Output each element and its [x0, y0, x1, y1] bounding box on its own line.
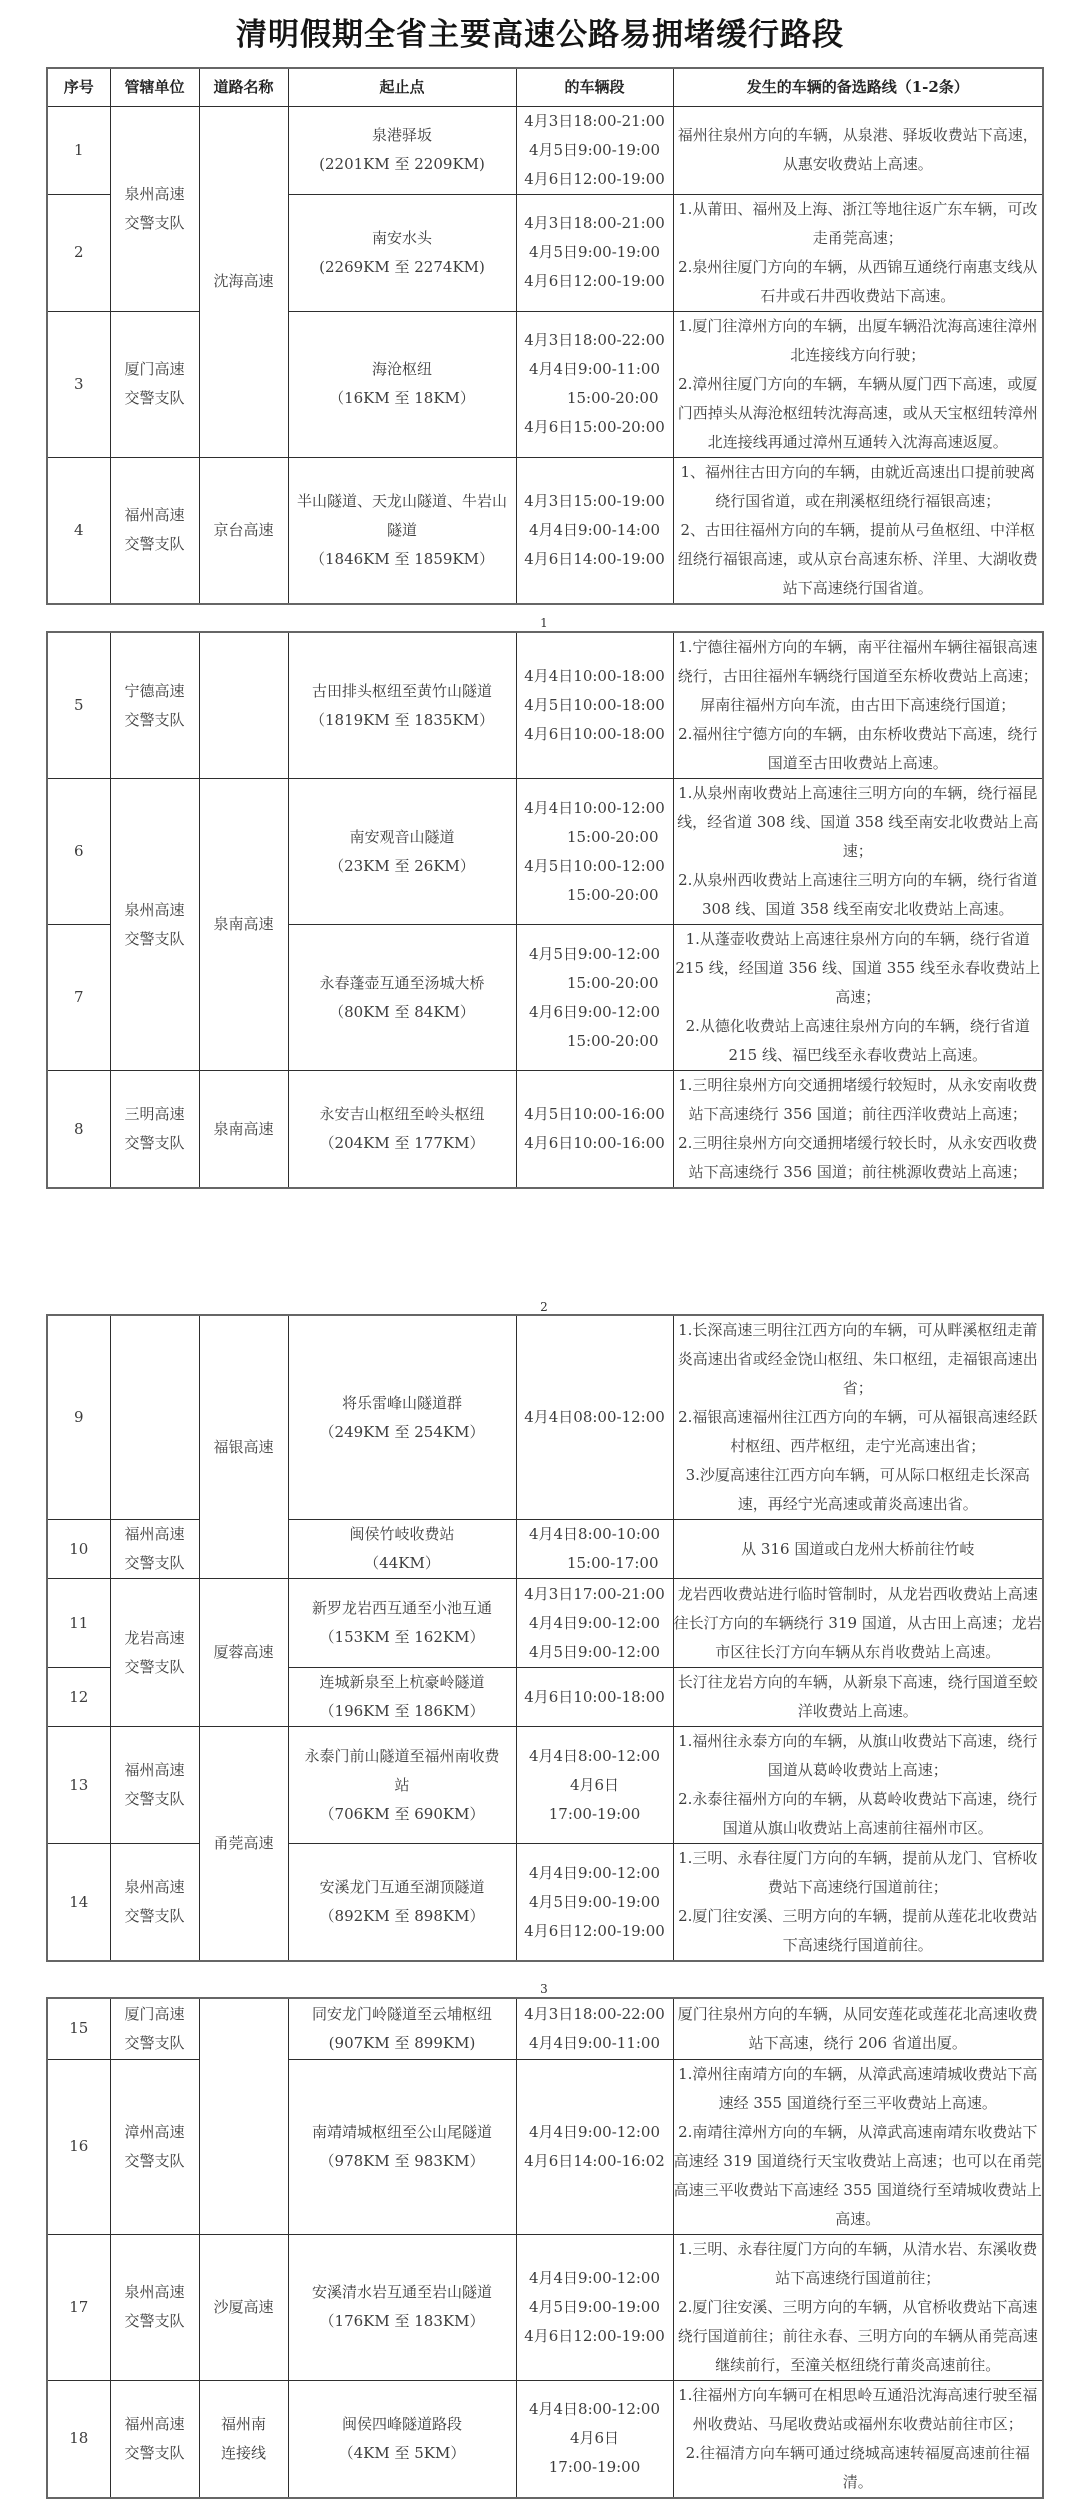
time-line: 4月3日18:00-22:00	[524, 331, 665, 349]
time-line: 4月6日12:00-19:00	[524, 1921, 665, 1940]
road-line: 福银高速	[213, 1437, 274, 1456]
time-line: 4月5日10:00-12:00	[524, 856, 665, 875]
detour-item: 从 316 国道或白龙州大桥前往竹岐	[741, 1539, 975, 1558]
congestion-table-page-4	[46, 1997, 1044, 2499]
section-km: （978KM 至 983KM）	[319, 2151, 485, 2170]
page-title: 清明假期全省主要高速公路易拥堵缓行路段	[236, 17, 844, 53]
unit-cell	[110, 1520, 199, 1579]
time-line: 4月4日9:00-12:00	[528, 1863, 661, 1882]
section-name: 南靖靖城枢纽至公山尾隧道	[311, 2122, 492, 2141]
time-line: 4月6日12:00-19:00	[524, 2326, 665, 2345]
times-cell	[516, 925, 673, 1071]
time-line: 4月3日18:00-21:00	[524, 214, 665, 232]
times-cell	[516, 779, 673, 925]
table-row	[47, 779, 1043, 925]
section-cell	[288, 1668, 516, 1727]
unit-line: 厦门高速	[124, 2004, 185, 2023]
section-cell	[288, 1579, 516, 1668]
section-cell	[288, 1071, 516, 1189]
detour-item: 2.南靖往漳州方向的车辆，从漳武高速南靖东收费站下高速经 319 国道绕行天宝收费站上高速；也可以在甬莞高速三平收费站下高速经 355 国道绕行至靖城收费站上高速。	[673, 2122, 1042, 2228]
header-section: 起止点	[288, 68, 516, 106]
table-header-row	[47, 68, 1043, 106]
detour-item: 厦门往泉州方向的车辆，从同安莲花或莲花北高速收费站下高速，绕行 206 省道出厦。	[677, 2004, 1038, 2052]
times-cell	[516, 457, 673, 604]
page-number: 3	[540, 1982, 548, 1996]
section-name: 南安观音山隧道	[349, 827, 455, 846]
time-line: 4月5日9:00-12:00	[528, 944, 661, 963]
times-cell	[516, 1579, 673, 1668]
detour-cell	[673, 1315, 1043, 1520]
section-name: 闽侯竹岐收费站	[349, 1525, 455, 1543]
section-cell	[288, 925, 516, 1071]
times-cell	[516, 2380, 673, 2498]
times-cell	[516, 1071, 673, 1189]
header-times: 的车辆段	[516, 68, 673, 106]
time-line: 4月5日10:00-16:00	[524, 1105, 665, 1123]
detour-item: 1.三明、永春往厦门方向的车辆，提前从龙门、官桥收费站下高速绕行国道前往；	[678, 1849, 1038, 1896]
table-row	[47, 1520, 1043, 1579]
time-line: 15:00-20:00	[566, 827, 659, 846]
detour-cell	[673, 2059, 1043, 2234]
unit-line: 交警支队	[124, 1790, 185, 1808]
row-number: 4	[47, 457, 110, 604]
times-cell	[516, 2059, 673, 2234]
table-row	[47, 1315, 1043, 1520]
time-line: 4月4日8:00-12:00	[528, 2400, 661, 2418]
table-row	[47, 106, 1043, 194]
section-name: 隧道	[386, 520, 417, 539]
unit-cell	[110, 1579, 199, 1727]
detour-item: 1.从泉州南收费站上高速往三明方向的车辆，绕行福昆线，经省道 308 线、国道 358 线至南安北收费站上高速；	[677, 784, 1039, 860]
times-cell	[516, 1998, 673, 2059]
road-line: 甬莞高速	[213, 1834, 274, 1852]
time-line: 4月4日9:00-11:00	[528, 2033, 661, 2052]
detour-item: 2.从泉州西收费站上高速往三明方向的车辆，绕行省道 308 线、国道 358 线至南安北收费站上高速。	[678, 871, 1038, 918]
unit-line: 交警支队	[124, 1657, 185, 1676]
section-name: 半山隧道、天龙山隧道、牛岩山	[296, 491, 507, 510]
times-cell	[516, 1668, 673, 1727]
detour-item: 2、古田往福州方向的车辆，提前从弓鱼枢纽、中洋枢纽绕行福银高速，或从京台高速东桥、洋里、大湖收费站下高速绕行国省道。	[677, 520, 1038, 597]
detour-cell	[673, 457, 1043, 604]
table-row	[47, 1579, 1043, 1668]
detour-item: 1.从蓬壶收费站上高速往泉州方向的车辆，绕行省道 215 线，经国道 356 线、国道 355 线至永春收费站上高速；	[675, 930, 1041, 1006]
unit-line: 漳州高速	[124, 2122, 185, 2141]
section-name: 海沧枢纽	[371, 360, 432, 378]
unit-cell	[110, 1071, 199, 1189]
road-line: 泉南高速	[213, 1119, 274, 1138]
section-cell	[288, 1727, 516, 1844]
detour-cell	[673, 1668, 1043, 1727]
unit-cell	[110, 106, 199, 311]
section-name: 新罗龙岩西互通至小池互通	[311, 1599, 492, 1617]
road-line: 连接线	[220, 2443, 266, 2462]
section-cell	[288, 194, 516, 311]
page-number: 1	[540, 616, 548, 630]
detour-item: 2.从德化收费站上高速往泉州方向的车辆，绕行省道 215 线、福巴线至永春收费站上高速。	[685, 1017, 1030, 1064]
unit-line: 交警支队	[124, 2443, 185, 2462]
road-cell	[199, 106, 288, 457]
header-no: 序号	[47, 68, 110, 106]
time-line: 4月6日10:00-18:00	[524, 1687, 665, 1706]
section-name: 泉港驿坂	[371, 126, 432, 144]
row-number: 3	[47, 311, 110, 457]
section-name: 安溪龙门互通至湖顶隧道	[319, 1878, 485, 1896]
time-line: 4月6日	[569, 2429, 620, 2447]
times-cell	[516, 106, 673, 194]
section-km: （204KM 至 177KM）	[319, 1134, 485, 1152]
unit-line: 交警支队	[124, 1907, 185, 1925]
detour-item: 2.往福清方向车辆可通过绕城高速转福厦高速前往福清。	[685, 2443, 1030, 2491]
section-km: （706KM 至 690KM）	[319, 1804, 485, 1823]
time-line: 4月5日9:00-19:00	[528, 140, 661, 159]
unit-line: 交警支队	[124, 2033, 185, 2052]
unit-line: 泉州高速	[124, 184, 185, 203]
row-number: 15	[47, 1998, 110, 2059]
table-row	[47, 2380, 1043, 2498]
road-cell	[199, 1727, 288, 1962]
road-cell	[199, 457, 288, 604]
section-km: (2201KM 至 2209KM)	[319, 155, 485, 173]
detour-cell	[673, 1071, 1043, 1189]
time-line: 4月4日8:00-12:00	[528, 1746, 661, 1765]
unit-cell	[110, 2059, 199, 2234]
unit-cell	[110, 457, 199, 604]
unit-line: 福州高速	[124, 2414, 185, 2433]
section-km: （892KM 至 898KM）	[319, 1907, 485, 1925]
detour-item: 1.三明往泉州方向交通拥堵缓行较短时，从永安南收费站下高速绕行 356 国道；前往西洋收费站上高速；	[678, 1076, 1038, 1123]
row-number: 10	[47, 1520, 110, 1579]
congestion-table-page-1	[46, 67, 1044, 605]
times-cell	[516, 311, 673, 457]
unit-line: 交警支队	[124, 2312, 185, 2330]
section-name: 同安龙门岭隧道至云埔枢纽	[311, 2004, 492, 2023]
time-line: 4月4日9:00-14:00	[528, 520, 661, 539]
time-line: 4月3日15:00-19:00	[524, 491, 665, 510]
section-cell	[288, 2234, 516, 2380]
time-line: 4月4日9:00-12:00	[528, 2122, 661, 2141]
road-cell	[199, 1579, 288, 1727]
section-cell	[288, 632, 516, 779]
congestion-table-page-2	[46, 631, 1044, 1189]
section-name: 南安水头	[371, 228, 432, 247]
detour-cell	[673, 779, 1043, 925]
time-line: 15:00-20:00	[566, 389, 659, 407]
detour-item: 1、福州往古田方向的车辆，由就近高速出口提前驶离绕行国省道，或在荆溪枢纽绕行福银高速；	[680, 462, 1036, 510]
row-number: 1	[47, 106, 110, 194]
section-km: （16KM 至 18KM）	[329, 389, 475, 407]
section-km: （1846KM 至 1859KM）	[309, 549, 494, 568]
section-cell	[288, 2059, 516, 2234]
road-cell	[199, 779, 288, 1071]
detour-cell	[673, 925, 1043, 1071]
road-line: 京台高速	[213, 520, 274, 539]
table-row	[47, 457, 1043, 604]
section-km: (2269KM 至 2274KM)	[319, 257, 485, 276]
section-km: （1819KM 至 1835KM）	[309, 710, 494, 729]
time-line: 17:00-19:00	[548, 1804, 641, 1823]
detour-item: 2.福州往宁德方向的车辆，由东桥收费站下高速，绕行国道至古田收费站上高速。	[678, 725, 1038, 772]
unit-cell	[110, 1727, 199, 1844]
times-cell	[516, 1844, 673, 1962]
unit-line: 交警支队	[124, 213, 185, 232]
detour-cell	[673, 194, 1043, 311]
row-number: 18	[47, 2380, 110, 2498]
unit-line: 交警支队	[124, 710, 185, 729]
unit-line: 泉州高速	[124, 1878, 185, 1896]
unit-line: 厦门高速	[124, 360, 185, 378]
detour-item: 1.宁德往福州方向的车辆，南平往福州车辆往福银高速绕行，古田往福州车辆绕行国道至东桥收费站上高速；屏南往福州方向车流，由古田下高速绕行国道；	[677, 638, 1038, 714]
time-line: 15:00-17:00	[566, 1554, 659, 1572]
detour-cell	[673, 1998, 1043, 2059]
row-number: 12	[47, 1668, 110, 1727]
unit-cell	[110, 632, 199, 779]
time-line: 4月4日9:00-12:00	[528, 2268, 661, 2287]
unit-cell	[110, 2234, 199, 2380]
time-line: 17:00-19:00	[548, 2458, 641, 2476]
section-cell	[288, 106, 516, 194]
section-km: （249KM 至 254KM）	[319, 1422, 485, 1441]
time-line: 4月5日9:00-19:00	[528, 2297, 661, 2316]
detour-item: 1.三明、永春往厦门方向的车辆，从清水岩、东溪收费站下高速绕行国道前往；	[678, 2239, 1038, 2287]
times-cell	[516, 1727, 673, 1844]
detour-cell	[673, 632, 1043, 779]
section-name: 站	[394, 1775, 410, 1794]
section-name: 连城新泉至上杭豪岭隧道	[319, 1673, 485, 1691]
header-unit: 管辖单位	[110, 68, 199, 106]
road-cell	[199, 1071, 288, 1189]
section-km: （153KM 至 162KM）	[319, 1628, 485, 1646]
detour-item: 1.从莆田、福州及上海、浙江等地往返广东车辆，可改走甬莞高速；	[678, 199, 1038, 247]
section-name: 将乐雷峰山隧道群	[341, 1393, 462, 1412]
time-line: 4月4日10:00-18:00	[524, 667, 665, 685]
section-name: 永泰门前山隧道至福州南收费	[304, 1746, 500, 1765]
road-line: 泉南高速	[213, 915, 274, 933]
section-km: （4KM 至 5KM）	[338, 2443, 466, 2462]
time-line: 4月6日12:00-19:00	[524, 272, 665, 290]
unit-cell-empty	[110, 1315, 199, 1520]
row-number: 2	[47, 194, 110, 311]
time-line: 4月5日10:00-18:00	[524, 696, 665, 714]
road-cell	[199, 2234, 288, 2380]
time-line: 4月5日9:00-19:00	[528, 243, 661, 261]
road-cell-empty	[199, 632, 288, 779]
table-row	[47, 2234, 1043, 2380]
detour-cell	[673, 1844, 1043, 1962]
unit-line: 福州高速	[124, 1525, 185, 1543]
road-cell	[199, 2380, 288, 2498]
detour-item: 3.沙厦高速往江西方向车辆，可从际口枢纽走长深高速，再经宁光高速或莆炎高速出省。	[685, 1466, 1030, 1513]
time-line: 4月6日10:00-18:00	[524, 725, 665, 743]
section-km: （80KM 至 84KM）	[329, 1002, 475, 1021]
time-line: 4月4日9:00-12:00	[528, 1613, 661, 1632]
time-line: 4月6日9:00-12:00	[528, 1002, 661, 1021]
time-line: 4月6日14:00-16:02	[524, 2151, 665, 2170]
time-line: 4月6日15:00-20:00	[524, 418, 665, 436]
row-number: 13	[47, 1727, 110, 1844]
unit-line: 泉州高速	[124, 2283, 185, 2301]
table-row	[47, 1844, 1043, 1962]
unit-line: 三明高速	[124, 1105, 185, 1123]
times-cell	[516, 1520, 673, 1579]
detour-item: 1.厦门往漳州方向的车辆，出厦车辆沿沈海高速往漳州北连接线方向行驶；	[678, 316, 1038, 364]
detour-item: 2.厦门往安溪、三明方向的车辆，从官桥收费站下高速绕行国道前往；前往永春、三明方向的车辆从甬莞高速继续前行，至潼关枢纽绕行莆炎高速前往。	[677, 2297, 1038, 2374]
section-name: 永安吉山枢纽至岭头枢纽	[319, 1105, 485, 1123]
times-cell	[516, 194, 673, 311]
unit-line: 交警支队	[124, 2151, 185, 2170]
road-line: 厦蓉高速	[213, 1643, 274, 1661]
detour-cell	[673, 1579, 1043, 1668]
row-number: 5	[47, 632, 110, 779]
detour-cell	[673, 1520, 1043, 1579]
row-number: 17	[47, 2234, 110, 2380]
section-cell	[288, 311, 516, 457]
time-line: 4月3日17:00-21:00	[524, 1584, 665, 1603]
unit-cell	[110, 2380, 199, 2498]
section-name: 永春蓬壶互通至汤城大桥	[319, 973, 485, 992]
time-line: 4月4日08:00-12:00	[524, 1408, 665, 1426]
section-km: (907KM 至 899KM)	[328, 2033, 476, 2052]
time-line: 4月5日9:00-19:00	[528, 1892, 661, 1911]
unit-line: 泉州高速	[124, 900, 185, 919]
table-row	[47, 311, 1043, 457]
detour-item: 2.福银高速福州往江西方向的车辆，可从福银高速经跃村枢纽、西芹枢纽，走宁光高速出省；	[678, 1408, 1038, 1455]
unit-cell	[110, 779, 199, 1071]
section-km: （23KM 至 26KM）	[329, 856, 475, 875]
section-cell	[288, 779, 516, 925]
header-detours: 发生的车辆的备选路线（1-2条）	[673, 68, 1043, 106]
time-line: 4月6日10:00-16:00	[524, 1134, 665, 1152]
times-cell	[516, 1315, 673, 1520]
detour-item: 长汀往龙岩方向的车辆，从新泉下高速，绕行国道至蛟洋收费站上高速。	[677, 1673, 1038, 1720]
section-cell	[288, 1998, 516, 2059]
time-line: 4月3日18:00-21:00	[524, 111, 665, 130]
detour-item: 福州往泉州方向的车辆，从泉港、驿坂收费站下高速，从惠安收费站上高速。	[677, 126, 1038, 173]
road-line: 沙厦高速	[213, 2297, 274, 2316]
time-line: 15:00-20:00	[566, 885, 659, 904]
section-name: 闽侯四峰隧道路段	[341, 2414, 462, 2433]
section-km: （176KM 至 183KM）	[319, 2312, 485, 2330]
section-cell	[288, 457, 516, 604]
detour-cell	[673, 106, 1043, 194]
time-line: 15:00-20:00	[566, 1031, 659, 1050]
times-cell	[516, 632, 673, 779]
table-row	[47, 1071, 1043, 1189]
section-cell	[288, 2380, 516, 2498]
row-number: 14	[47, 1844, 110, 1962]
time-line: 4月5日9:00-12:00	[528, 1642, 661, 1661]
table-row	[47, 632, 1043, 779]
unit-line: 交警支队	[124, 1554, 185, 1572]
unit-line: 龙岩高速	[124, 1628, 185, 1647]
detour-cell	[673, 311, 1043, 457]
header-road: 道路名称	[199, 68, 288, 106]
unit-line: 交警支队	[124, 929, 185, 948]
detour-cell	[673, 1727, 1043, 1844]
unit-line: 宁德高速	[124, 681, 185, 700]
congestion-table-page-3	[46, 1314, 1044, 1962]
table-row	[47, 2059, 1043, 2234]
section-name: 安溪清水岩互通至岩山隧道	[311, 2283, 492, 2301]
unit-line: 交警支队	[124, 1134, 185, 1152]
unit-line: 福州高速	[124, 506, 185, 524]
row-number: 7	[47, 925, 110, 1071]
times-cell	[516, 2234, 673, 2380]
road-cell	[199, 1315, 288, 1579]
section-cell	[288, 1844, 516, 1962]
road-line: 福州南	[220, 2414, 266, 2433]
detour-cell	[673, 2380, 1043, 2498]
detour-item: 2.泉州往厦门方向的车辆，从西锦互通绕行南惠支线从石井或石井西收费站下高速。	[678, 257, 1038, 305]
row-number: 11	[47, 1579, 110, 1668]
row-number: 9	[47, 1315, 110, 1520]
time-line: 4月6日14:00-19:00	[524, 549, 665, 568]
time-line: 4月4日8:00-10:00	[528, 1525, 661, 1543]
detour-item: 2.漳州往厦门方向的车辆，车辆从厦门西下高速，或厦门西掉头从海沧枢纽转沈海高速，或从天宝枢纽转漳州北连接线再通过漳州互通转入沈海高速返厦。	[677, 374, 1038, 451]
section-km: （44KM）	[364, 1554, 440, 1572]
row-number: 6	[47, 779, 110, 925]
unit-cell	[110, 1998, 199, 2059]
detour-item: 1.福州往永泰方向的车辆，从旗山收费站下高速，绕行国道从葛岭收费站上高速；	[678, 1732, 1038, 1779]
detour-item: 龙岩西收费站进行临时管制时，从龙岩西收费站上高速往长汀方向的车辆绕行 319 国道，从古田上高速；龙岩市区往长汀方向车辆从东肖收费站上高速。	[673, 1584, 1042, 1661]
detour-item: 1.长深高速三明往江西方向的车辆，可从畔溪枢纽走莆炎高速出省或经金饶山枢纽、朱口枢纽，走福银高速出省；	[677, 1321, 1038, 1397]
table-row	[47, 1727, 1043, 1844]
detour-item: 2.厦门往安溪、三明方向的车辆，提前从莲花北收费站下高速绕行国道前往。	[678, 1907, 1038, 1954]
detour-item: 2.永泰往福州方向的车辆，从葛岭收费站下高速，绕行国道从旗山收费站上高速前往福州市区。	[678, 1790, 1038, 1837]
time-line: 15:00-20:00	[566, 973, 659, 992]
road-line: 沈海高速	[213, 272, 274, 290]
row-number: 16	[47, 2059, 110, 2234]
unit-cell	[110, 1844, 199, 1962]
detour-item: 1.往福州方向车辆可在相思岭互通沿沈海高速行驶至福州收费站、马尾收费站或福州东收费站前往市区；	[678, 2385, 1038, 2433]
page-number: 2	[540, 1300, 548, 1314]
detour-cell	[673, 2234, 1043, 2380]
detour-item: 2.三明往泉州方向交通拥堵缓行较长时，从永安西收费站下高速绕行 356 国道；前往桃源收费站上高速；	[678, 1134, 1038, 1181]
unit-line: 交警支队	[124, 389, 185, 407]
time-line: 4月6日	[569, 1775, 620, 1794]
unit-line: 交警支队	[124, 535, 185, 553]
section-cell	[288, 1520, 516, 1579]
table-row	[47, 1998, 1043, 2059]
section-cell	[288, 1315, 516, 1520]
row-number: 8	[47, 1071, 110, 1189]
time-line: 4月6日12:00-19:00	[524, 169, 665, 188]
section-km: （196KM 至 186KM）	[319, 1702, 485, 1720]
time-line: 4月4日10:00-12:00	[524, 798, 665, 817]
road-cell-empty	[199, 1998, 288, 2234]
section-name: 古田排头枢纽至黄竹山隧道	[311, 681, 492, 700]
time-line: 4月4日9:00-11:00	[528, 360, 661, 378]
time-line: 4月3日18:00-22:00	[524, 2004, 665, 2023]
unit-line: 福州高速	[124, 1761, 185, 1779]
detour-item: 1.漳州往南靖方向的车辆，从漳武高速靖城收费站下高速经 355 国道绕行至三平收费站上高速。	[678, 2064, 1038, 2112]
unit-cell	[110, 311, 199, 457]
